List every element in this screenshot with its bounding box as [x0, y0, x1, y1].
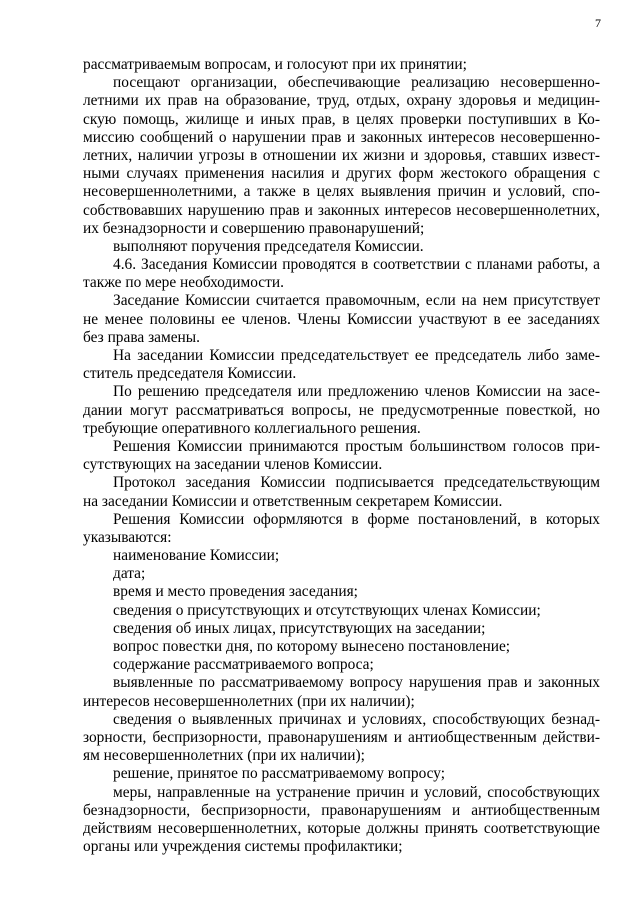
- text-line: зорности, беспризорности, правонарушениям и антиобщественным действи-: [83, 728, 600, 746]
- text-line: посещают организации, обеспечивающие реализацию несовершенно-: [113, 74, 600, 92]
- text-line: не менее половины ее членов. Члены Комиссии участвуют в ее заседаниях: [83, 310, 600, 328]
- text-line: указываются:: [83, 528, 172, 546]
- text-line: собствовавших нарушению прав и законных интересов несовершеннолетних,: [83, 201, 600, 219]
- text-line: миссию сообщений о нарушении прав и законных интересов несовершенно-: [83, 128, 600, 146]
- text-line: также по мере необходимости.: [83, 274, 284, 292]
- text-line: скую помощь, жилище и иных прав, в целях проверки поступивших в Ко-: [83, 110, 600, 128]
- body-text: [83, 56, 600, 856]
- text-line: безнадзорности, беспризорности, правонарушениям и антиобщественным: [83, 801, 600, 819]
- text-line: По решению председателя или предложению членов Комиссии на засе-: [113, 383, 600, 401]
- text-line: ститель председателя Комиссии.: [83, 365, 297, 383]
- text-line: решение, принятое по рассматриваемому вопросу;: [113, 765, 446, 783]
- text-line: Решения Комиссии принимаются простым большинством голосов при-: [113, 437, 600, 455]
- text-line: содержание рассматриваемого вопроса;: [113, 656, 374, 674]
- text-line: сведения об иных лицах, присутствующих на заседании;: [113, 619, 486, 637]
- text-line: действиям несовершеннолетних, которые должны принять соответствующие: [83, 819, 600, 837]
- text-line: Протокол заседания Комиссии подписывается председательствующим: [113, 474, 600, 492]
- text-line: сутствующих на заседании членов Комиссии.: [83, 456, 383, 474]
- text-line: дании могут рассматриваться вопросы, не предусмотренные повесткой, но: [83, 401, 600, 419]
- text-line: на заседании Комиссии и ответственным секретарем Комиссии.: [83, 492, 503, 510]
- text-line: меры, направленные на устранение причин и условий, способствующих: [113, 783, 600, 801]
- text-line: сведения о выявленных причинах и условиях, способствующих безнад-: [113, 710, 600, 728]
- text-line: их безнадзорности и совершению правонарушений;: [83, 219, 425, 237]
- text-line: интересов несовершеннолетних (при их наличии);: [83, 692, 415, 710]
- text-line: летними их прав на образование, труд, отдых, охрану здоровья и медицин-: [83, 92, 600, 110]
- text-line: ными случаях применения насилия и других форм жестокого обращения с: [83, 165, 600, 183]
- page-number: 7: [595, 16, 601, 30]
- text-line: Решения Комиссии оформляются в форме постановлений, в которых: [113, 510, 600, 528]
- text-line: органы или учреждения системы профилактики;: [83, 838, 403, 856]
- text-line: 4.6. Заседания Комиссии проводятся в соответствии с планами работы, а: [113, 256, 600, 274]
- text-line: выявленные по рассматриваемому вопросу нарушения прав и законных: [113, 674, 600, 692]
- text-line: наименование Комиссии;: [113, 547, 280, 565]
- text-line: вопрос повестки дня, по которому вынесено постановление;: [113, 638, 511, 655]
- text-line: без права замены.: [83, 328, 200, 346]
- text-line: выполняют поручения председателя Комиссии.: [113, 237, 424, 255]
- text-line: Заседание Комиссии считается правомочным, если на нем присутствует: [113, 292, 600, 310]
- text-line: ям несовершеннолетних (при их наличии);: [83, 747, 365, 765]
- text-line: требующие оперативного коллегиального решения.: [83, 419, 421, 437]
- text-line: дата;: [113, 565, 146, 583]
- text-line: сведения о присутствующих и отсутствующих членах Комиссии;: [113, 601, 541, 619]
- text-line: рассматриваемым вопросам, и голосуют при их принятии;: [83, 56, 467, 73]
- text-line: летних, наличии угрозы в отношении их жизни и здоровья, ставших извест-: [83, 146, 600, 164]
- text-line: время и место проведения заседания;: [113, 583, 358, 601]
- text-line: На заседании Комиссии председательствует ее председатель либо заме-: [113, 347, 600, 364]
- text-line: несовершеннолетними, а также в целях выявления причин и условий, спо-: [83, 183, 600, 201]
